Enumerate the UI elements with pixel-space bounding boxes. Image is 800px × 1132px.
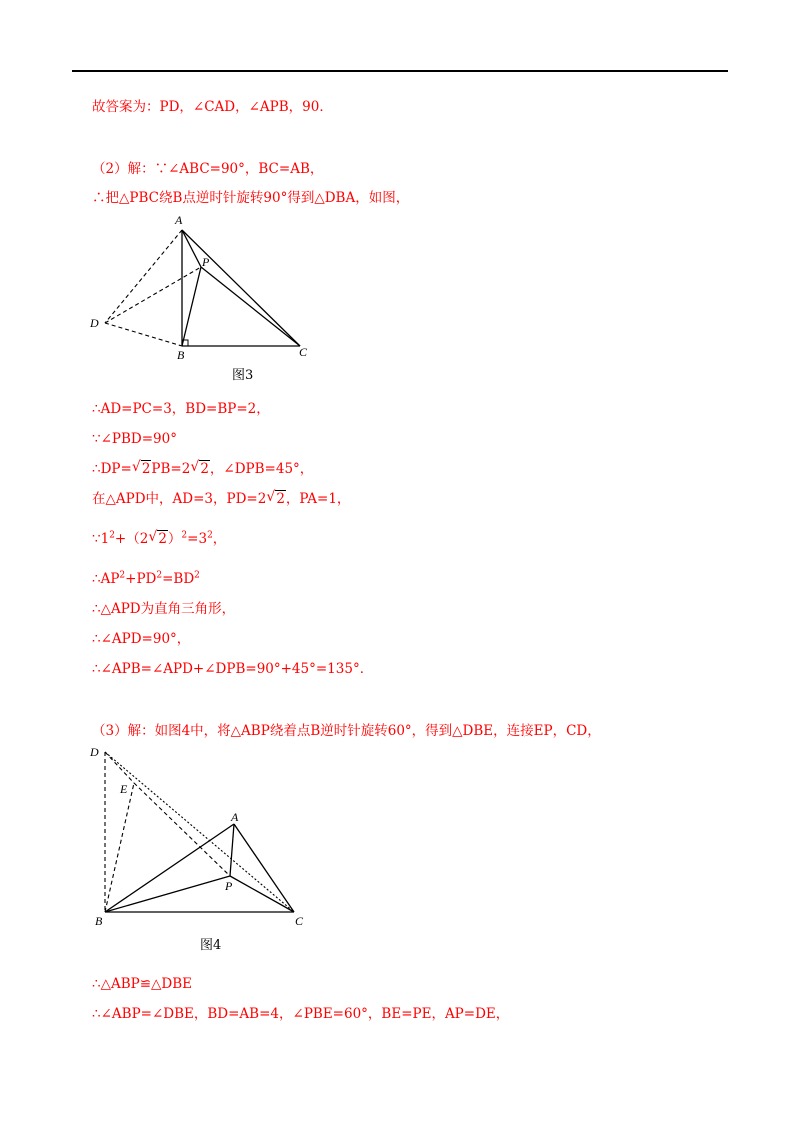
line-bp — [105, 876, 230, 912]
part2-heading: （2）解：∵∠ABC=90°，BC=AB， — [92, 161, 324, 177]
line-ap — [182, 230, 201, 267]
sqrt-2: √ 2 — [266, 489, 285, 507]
label-a: A — [175, 213, 183, 227]
label-d: D — [90, 316, 99, 330]
part3-heading: （3）解：如图4中，将△ABP绕着点B逆时针旋转60°，得到△DBE，连接EP，CD， — [92, 723, 601, 739]
answer-line: 故答案为：PD，∠CAD，∠APB，90． — [92, 99, 333, 115]
line-ap — [230, 824, 234, 876]
line-dc — [105, 752, 294, 912]
angle-apb-result: ∴∠APB=∠APD+∠DPB=90°+45°=135°． — [92, 661, 374, 677]
sqrt-2: √ 2 — [131, 459, 151, 477]
label-d: D — [90, 745, 99, 759]
equal-lengths: ∴AD=PC=3，BD=BP=2， — [92, 401, 270, 417]
pythagoras-check: $\because 1^2+(2$ √ $2)^2=3^2$， — [92, 529, 227, 547]
line-be — [105, 783, 134, 912]
label-p: P — [202, 255, 210, 269]
sqrt-2: √ 2 — [190, 459, 209, 477]
label-p: P — [225, 879, 233, 893]
line-pb — [182, 267, 201, 346]
sqrt-2: √ 2 — [148, 529, 167, 547]
line-de — [105, 752, 134, 783]
right-triangle-conclusion: ∴△APD为直角三角形， — [92, 601, 236, 617]
rotation-statement: ∴把△PBC绕B点逆时针旋转90°得到△DBA，如图， — [92, 190, 410, 206]
line-pc — [230, 876, 294, 912]
figure-4-caption: 图4 — [200, 938, 222, 953]
figure-4 — [85, 742, 325, 932]
congruence-statement: ∴△ABP≌△DBE — [92, 976, 193, 992]
label-b: B — [177, 348, 185, 360]
line-ad — [105, 230, 182, 323]
triangle-apd-sides: 在△APD中，AD=3，PD=2 √ 2，PA=1， — [92, 489, 351, 507]
line-ep — [134, 783, 230, 876]
congruence-consequences: ∴∠ABP=∠DBE，BD=AB=4，∠PBE=60°，BE=PE，AP=DE， — [92, 1006, 510, 1022]
figure-3-caption: 图3 — [232, 368, 254, 383]
label-c: C — [295, 914, 304, 928]
header-rule — [72, 70, 728, 72]
angle-pbd: ∵∠PBD=90° — [92, 431, 177, 447]
line-db — [105, 323, 182, 346]
pythagoras-equation: $\therefore AP^2+PD^2=BD^2$ — [92, 570, 200, 587]
line-ba — [105, 824, 234, 912]
label-e: E — [120, 782, 128, 796]
label-c: C — [299, 345, 308, 359]
label-b: B — [95, 914, 103, 928]
line-ac — [182, 230, 300, 346]
line-pc — [201, 267, 300, 346]
line-dp — [105, 267, 201, 323]
dp-length: ∴DP= √ 2PB=2 √ 2，∠DPB=45°， — [92, 459, 314, 477]
label-a: A — [231, 810, 239, 824]
line-ac — [234, 824, 294, 912]
angle-apd: ∴∠APD=90°， — [92, 631, 191, 647]
figure-3 — [85, 210, 325, 360]
